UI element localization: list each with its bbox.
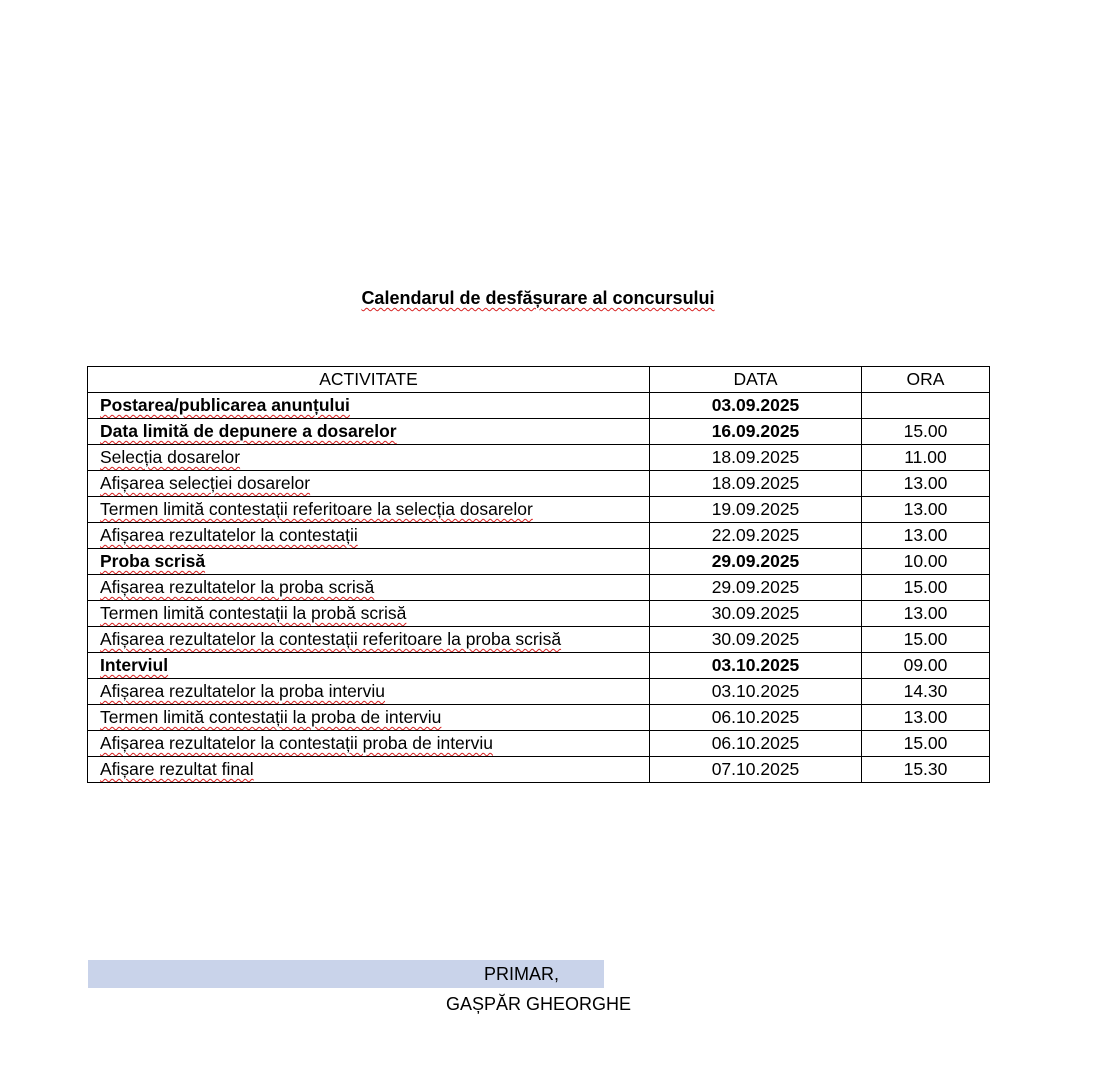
table-header-row	[88, 367, 990, 393]
date-cell: 06.10.2025	[650, 705, 862, 731]
time-cell: 13.00	[862, 497, 990, 523]
table-row	[88, 731, 990, 757]
date-cell: 30.09.2025	[650, 627, 862, 653]
activity-cell	[88, 549, 650, 575]
table-row	[88, 471, 990, 497]
date-cell: 19.09.2025	[650, 497, 862, 523]
date-cell: 18.09.2025	[650, 471, 862, 497]
table-row	[88, 679, 990, 705]
activity-text: Afișarea rezultatelor la contestații referitoare la proba scrisă	[100, 629, 562, 649]
activity-text: Afișare rezultat final	[100, 759, 254, 779]
activity-cell	[88, 653, 650, 679]
time-cell: 10.00	[862, 549, 990, 575]
activity-cell	[88, 575, 650, 601]
column-header-time: ORA	[862, 367, 990, 393]
table-row	[88, 653, 990, 679]
table-row	[88, 575, 990, 601]
page-title: Calendarul de desfășurare al concursului	[361, 288, 715, 308]
activity-text: Afișarea rezultatelor la contestații	[100, 525, 358, 545]
table-row	[88, 627, 990, 653]
table-body	[88, 393, 990, 783]
column-header-activity: ACTIVITATE	[88, 367, 650, 393]
date-cell: 29.09.2025	[650, 549, 862, 575]
activity-text: Afișarea rezultatelor la contestații proba de interviu	[100, 733, 493, 753]
time-cell: 13.00	[862, 471, 990, 497]
time-cell: 15.00	[862, 575, 990, 601]
column-header-date: DATA	[650, 367, 862, 393]
time-cell: 13.00	[862, 523, 990, 549]
activity-cell	[88, 757, 650, 783]
activity-text: Proba scrisă	[100, 551, 206, 571]
table-row	[88, 705, 990, 731]
date-cell: 06.10.2025	[650, 731, 862, 757]
time-cell: 15.00	[862, 419, 990, 445]
time-cell: 15.00	[862, 627, 990, 653]
table-row	[88, 445, 990, 471]
activity-text: Data limită de depunere a dosarelor	[100, 421, 397, 441]
date-cell: 22.09.2025	[650, 523, 862, 549]
table-row	[88, 419, 990, 445]
activity-text: Termen limită contestații la proba de interviu	[100, 707, 442, 727]
activity-text: Afișarea rezultatelor la proba scrisă	[100, 577, 375, 597]
activity-cell	[88, 393, 650, 419]
date-cell: 18.09.2025	[650, 445, 862, 471]
time-cell: 14.30	[862, 679, 990, 705]
date-cell: 03.09.2025	[650, 393, 862, 419]
signatory-name: GAȘPĂR GHEORGHE	[446, 994, 632, 1014]
table-row	[88, 601, 990, 627]
schedule-table	[87, 366, 990, 783]
activity-text: Interviul	[100, 655, 169, 675]
date-cell: 03.10.2025	[650, 679, 862, 705]
activity-cell	[88, 445, 650, 471]
activity-cell	[88, 679, 650, 705]
activity-cell	[88, 601, 650, 627]
date-cell: 16.09.2025	[650, 419, 862, 445]
activity-cell	[88, 523, 650, 549]
time-cell: 13.00	[862, 705, 990, 731]
time-cell: 09.00	[862, 653, 990, 679]
table-row	[88, 393, 990, 419]
activity-cell	[88, 419, 650, 445]
activity-cell	[88, 471, 650, 497]
time-cell: 13.00	[862, 601, 990, 627]
activity-text: Selecția dosarelor	[100, 447, 241, 467]
activity-text: Termen limită contestații la probă scrisă	[100, 603, 407, 623]
date-cell: 30.09.2025	[650, 601, 862, 627]
date-cell: 07.10.2025	[650, 757, 862, 783]
table-row	[88, 757, 990, 783]
activity-text: Afișarea rezultatelor la proba interviu	[100, 681, 386, 701]
signatory-role: PRIMAR,	[484, 964, 560, 984]
activity-text: Postarea/publicarea anunțului	[100, 395, 350, 415]
table-row	[88, 523, 990, 549]
time-cell	[862, 393, 990, 419]
time-cell: 15.00	[862, 731, 990, 757]
date-cell: 03.10.2025	[650, 653, 862, 679]
time-cell: 15.30	[862, 757, 990, 783]
table-row	[88, 549, 990, 575]
activity-cell	[88, 627, 650, 653]
activity-cell	[88, 731, 650, 757]
table-row	[88, 497, 990, 523]
date-cell: 29.09.2025	[650, 575, 862, 601]
activity-cell	[88, 497, 650, 523]
activity-cell	[88, 705, 650, 731]
time-cell: 11.00	[862, 445, 990, 471]
activity-text: Afișarea selecției dosarelor	[100, 473, 311, 493]
activity-text: Termen limită contestații referitoare la selecția dosarelor	[100, 499, 533, 519]
